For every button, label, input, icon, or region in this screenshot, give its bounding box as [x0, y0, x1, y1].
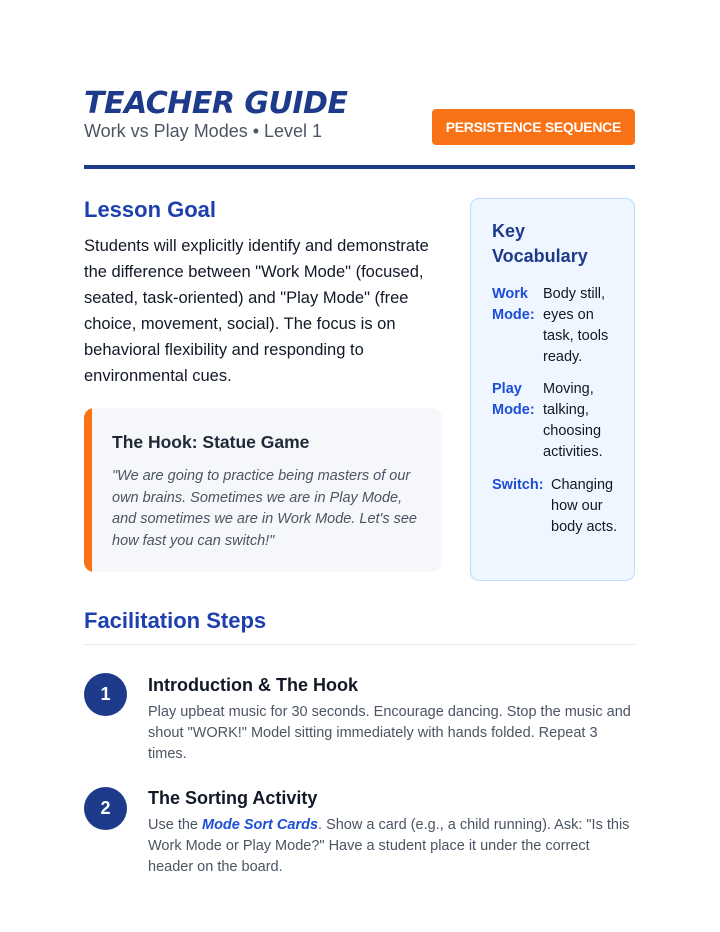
facilitation-steps-heading: Facilitation Steps [84, 608, 267, 633]
step-description-text: Use the [148, 817, 202, 833]
vocab-definition-switch: Changing how our body acts. [551, 477, 618, 535]
step-description-text: . Show a card (e.g., a child running). Ask: "Is this Work Mode or Play Mode?" Have a student place it under the correct header on the board. [148, 817, 630, 875]
step-number-badge: 1 [84, 673, 127, 716]
hook-title: The Hook: Statue Game [112, 432, 310, 452]
vocab-definition-play-mode: Moving, talking, choosing activities. [543, 381, 603, 460]
guide-header [84, 84, 635, 170]
step-description [148, 815, 638, 878]
steps-divider [84, 644, 635, 645]
step-title: Introduction & The Hook [148, 675, 358, 695]
header-divider [84, 165, 635, 169]
vocabulary-title: Key Vocabulary [492, 221, 588, 266]
step-title: The Sorting Activity [148, 788, 318, 808]
hook-quote: "We are going to practice being masters of our own brains. Sometimes we are in Play Mode, and sometimes we are in Work Mode. Let's see how fast you can switch!" [112, 468, 417, 549]
lesson-goal-text: Students will explicitly identify and demonstrate the difference between "Work Mode" (focused, seated, task-oriented) and "Play Mode" (free choice, movement, social). The focus is on behavioral flexibility and responding to environmental cues. [84, 237, 429, 385]
vocab-term-switch: Switch: [492, 477, 544, 493]
sequence-badge: PERSISTENCE SEQUENCE [432, 109, 635, 145]
step-number-badge: 2 [84, 787, 127, 830]
lesson-goal-heading: Lesson Goal [84, 197, 217, 222]
page-title: TEACHER GUIDE [84, 86, 348, 121]
hook-accent-bar [84, 408, 92, 572]
page-subtitle: Work vs Play Modes • Level 1 [84, 121, 323, 141]
hook-callout [84, 408, 442, 572]
vocab-term-work-mode: Work Mode: [492, 286, 535, 323]
vocab-definition-work-mode: Body still, eyes on task, tools ready. [543, 286, 609, 365]
vocabulary-panel [470, 198, 635, 581]
vocab-term-play-mode: Play Mode: [492, 381, 535, 418]
step-description: Play upbeat music for 30 seconds. Encourage dancing. Stop the music and shout "WORK!" Model sitting immediately with hands folded. Repeat 3 times. [148, 704, 631, 762]
mode-sort-cards-reference: Mode Sort Cards [202, 817, 319, 833]
